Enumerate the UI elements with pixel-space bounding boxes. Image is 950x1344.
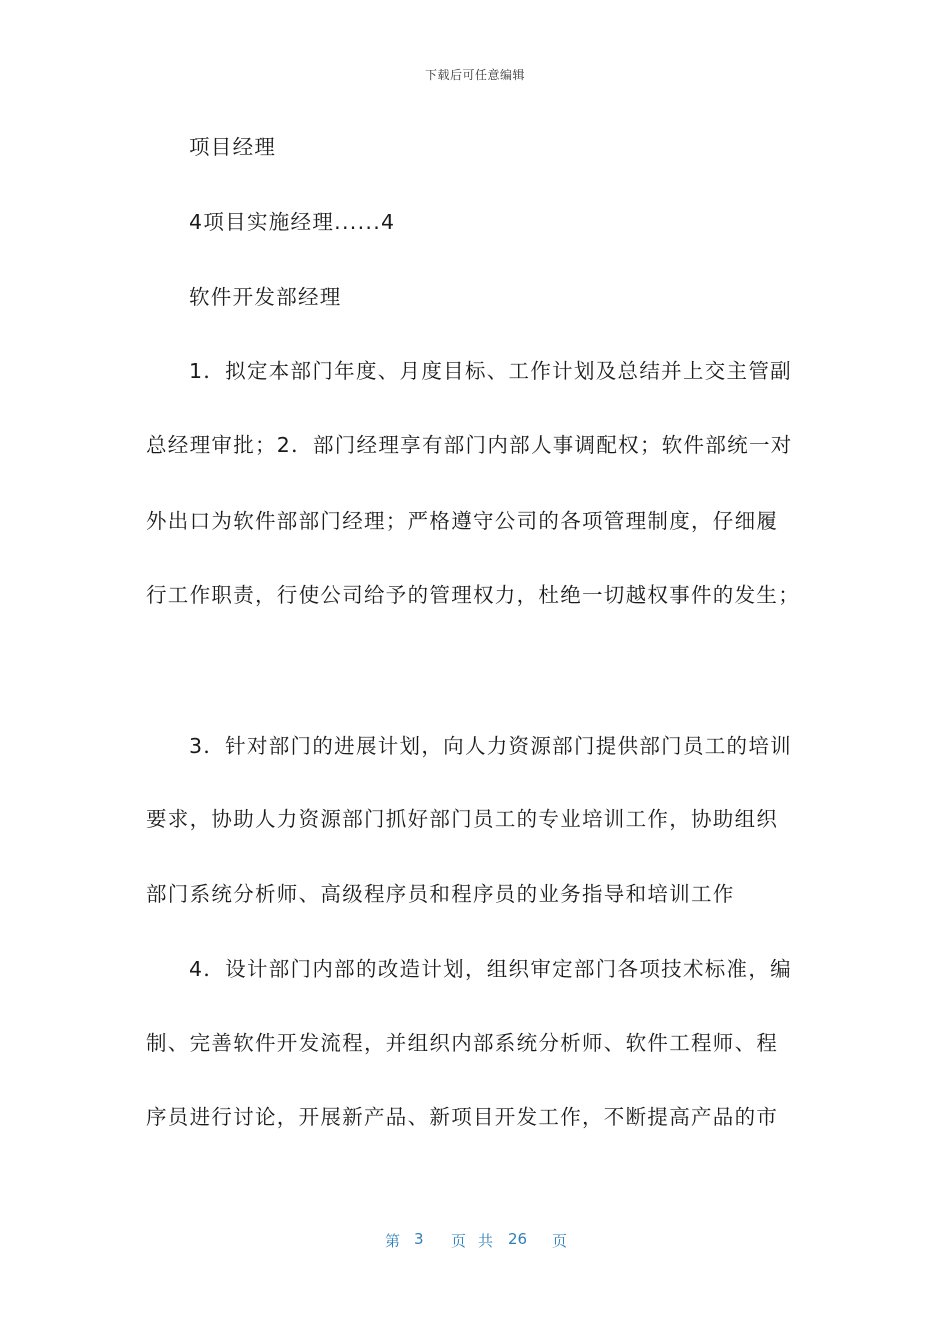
paragraph-line: 4．设计部门内部的改造计划，组织审定部门各项技术标准，编	[189, 957, 792, 981]
paragraph-line: 3．针对部门的进展计划，向人力资源部门提供部门员工的培训	[189, 734, 792, 758]
heading-project-manager: 项目经理	[189, 135, 277, 159]
page-header: 下载后可任意编辑	[424, 68, 525, 82]
heading-software-dev-manager: 软件开发部经理	[189, 285, 342, 309]
page-footer	[0, 1230, 950, 1250]
paragraph-line: 1．拟定本部门年度、月度目标、工作计划及总结并上交主管副	[189, 359, 792, 383]
footer-current-page: 3	[414, 1230, 424, 1248]
paragraph-line: 序员进行讨论，开展新产品、新项目开发工作，不断提高产品的市	[146, 1105, 779, 1129]
toc-entry-implementation-manager: 4项目实施经理......4	[189, 210, 396, 234]
footer-page-label: 第	[385, 1232, 401, 1250]
paragraph-line: 外出口为软件部部门经理；严格遵守公司的各项管理制度，仔细履	[146, 509, 779, 533]
paragraph-line: 制、完善软件开发流程，并组织内部系统分析师、软件工程师、程	[146, 1031, 779, 1055]
paragraph-line: 要求，协助人力资源部门抓好部门员工的专业培训工作，协助组织	[146, 807, 779, 831]
footer-page-unit: 页	[451, 1232, 467, 1250]
footer-total-label: 共	[478, 1232, 494, 1250]
paragraph-line: 部门系统分析师、高级程序员和程序员的业务指导和培训工作	[146, 882, 735, 906]
footer-total-pages: 26	[508, 1230, 528, 1248]
footer-total-unit: 页	[552, 1232, 568, 1250]
paragraph-line: 总经理审批；2．部门经理享有部门内部人事调配权；软件部统一对	[146, 433, 793, 457]
paragraph-line: 行工作职责，行使公司给予的管理权力，杜绝一切越权事件的发生；	[146, 583, 800, 607]
